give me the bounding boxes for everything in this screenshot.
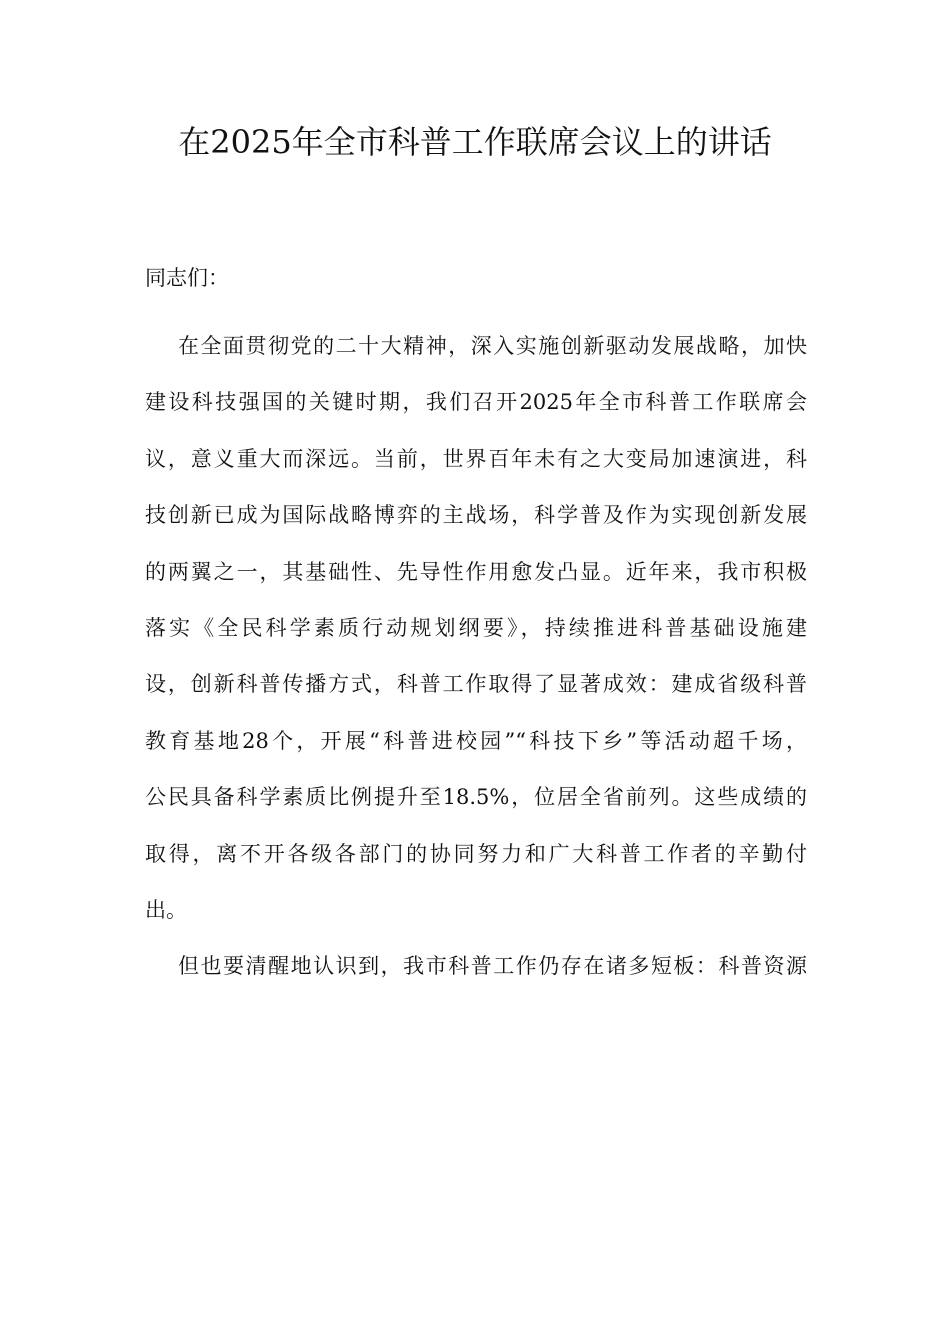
document-body (145, 258, 807, 1003)
document-title: 在2025年全市科普工作联席会议上的讲话 (178, 123, 772, 161)
paragraph-1 (145, 326, 807, 946)
paragraph-2 (145, 946, 807, 1002)
paragraph-line: 技创新已成为国际战略博弈的主战场，科学普及作为实现创新发展 (145, 503, 807, 528)
salutation: 同志们： (145, 266, 229, 290)
paragraph-line: 出。 (145, 897, 187, 922)
paragraph-line: 的两翼之一，其基础性、先导性作用愈发凸显。近年来，我市积极 (145, 559, 807, 584)
paragraph-line: 但也要清醒地认识到，我市科普工作仍存在诸多短板：科普资源 (178, 954, 807, 979)
paragraph-line: 落实《全民科学素质行动规划纲要》，持续推进科普基础设施建 (145, 615, 807, 640)
paragraph-line: 议，意义重大而深远。当前，世界百年未有之大变局加速演进，科 (145, 446, 807, 471)
paragraph-line: 在全面贯彻党的二十大精神，深入实施创新驱动发展战略，加快 (178, 334, 807, 358)
paragraph-line: 建设科技强国的关键时期，我们召开2025年全市科普工作联席会 (145, 390, 807, 415)
paragraph-line: 公民具备科学素质比例提升至18.5%，位居全省前列。这些成绩的 (145, 785, 807, 810)
paragraph-line: 取得，离不开各级各部门的协同努力和广大科普工作者的辛勤付 (145, 841, 807, 866)
paragraph-line: 教育基地28个，开展“科普进校园”“科技下乡”等活动超千场， (145, 728, 807, 753)
paragraph-line: 设，创新科普传播方式，科普工作取得了显著成效：建成省级科普 (145, 672, 807, 697)
